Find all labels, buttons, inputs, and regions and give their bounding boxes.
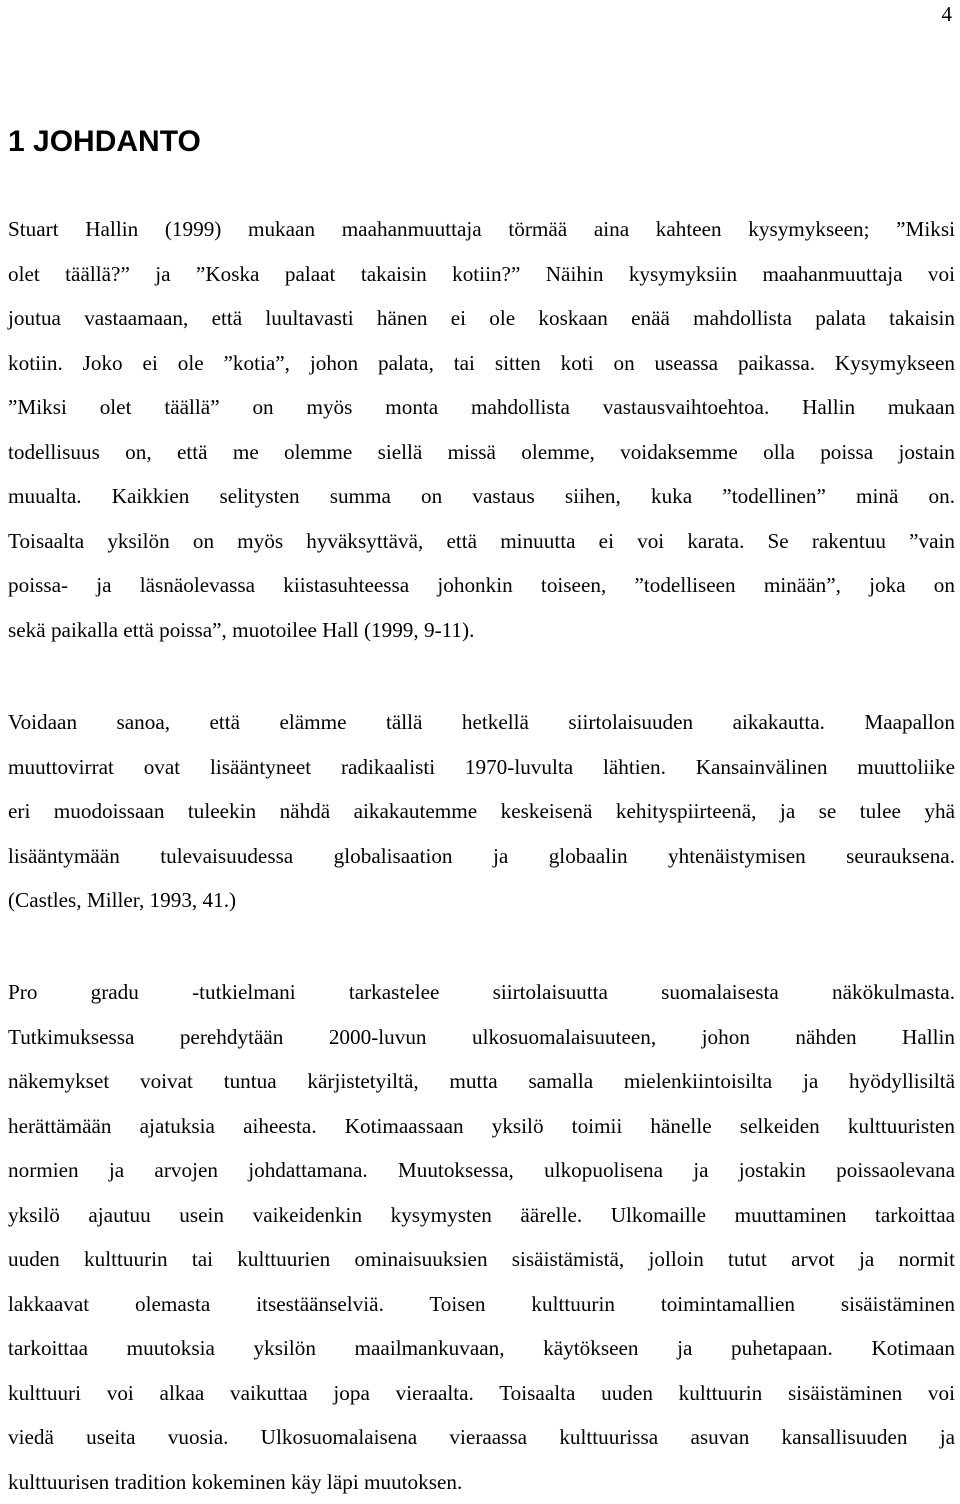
paragraph-line: kulttuurisen tradition kokeminen käy läpi muutoksen. <box>8 1460 955 1504</box>
paragraph-line: Voidaan sanoa, että elämme tällä hetkellä siirtolaisuuden aikakautta. Maapallon <box>8 700 955 745</box>
paragraph-line: näkemykset voivat tuntua kärjistetyiltä, mutta samalla mielenkiintoisilta ja hyödyllisiltä <box>8 1059 955 1104</box>
paragraph-line: todellisuus on, että me olemme siellä missä olemme, voidaksemme olla poissa jostain <box>8 430 955 475</box>
paragraph-line: viedä useita vuosia. Ulkosuomalaisena vieraassa kulttuurissa asuvan kansallisuuden ja <box>8 1415 955 1460</box>
paragraph-2 <box>8 700 955 923</box>
paragraph-line: Stuart Hallin (1999) mukaan maahanmuuttaja törmää aina kahteen kysymykseen; ”Miksi <box>8 207 955 252</box>
paragraph-line: muuttovirrat ovat lisääntyneet radikaalisti 1970-luvulta lähtien. Kansainvälinen muuttoliike <box>8 745 955 790</box>
paragraph-line: eri muodoissaan tuleekin nähdä aikakautemme keskeisenä kehityspiirteenä, ja se tulee yhä <box>8 789 955 834</box>
paragraph-line: tarkoittaa muutoksia yksilön maailmankuvaan, käytökseen ja puhetapaan. Kotimaan <box>8 1326 955 1371</box>
paragraph-line: Pro gradu -tutkielmani tarkastelee siirtolaisuutta suomalaisesta näkökulmasta. <box>8 970 955 1015</box>
paragraph-line: muualta. Kaikkien selitysten summa on vastaus siihen, kuka ”todellinen” minä on. <box>8 474 955 519</box>
paragraph-line: poissa- ja läsnäolevassa kiistasuhteessa johonkin toiseen, ”todelliseen minään”, joka on <box>8 563 955 608</box>
paragraph-line: sekä paikalla että poissa”, muotoilee Hall (1999, 9-11). <box>8 608 955 653</box>
paragraph-line: olet täällä?” ja ”Koska palaat takaisin kotiin?” Näihin kysymyksiin maahanmuuttaja voi <box>8 252 955 297</box>
page-number: 4 <box>942 2 953 26</box>
paragraph-3 <box>8 970 955 1504</box>
chapter-heading: 1 JOHDANTO <box>8 120 201 164</box>
paragraph-line: herättämään ajatuksia aiheesta. Kotimaassaan yksilö toimii hänelle selkeiden kulttuuristen <box>8 1104 955 1149</box>
paragraph-line: yksilö ajautuu usein vaikeidenkin kysymysten äärelle. Ulkomaille muuttaminen tarkoittaa <box>8 1193 955 1238</box>
paragraph-line: (Castles, Miller, 1993, 41.) <box>8 878 955 923</box>
paragraph-line: joutua vastaamaan, että luultavasti hänen ei ole koskaan enää mahdollista palata takaisin <box>8 296 955 341</box>
paragraph-line: Tutkimuksessa perehdytään 2000-luvun ulkosuomalaisuuteen, johon nähden Hallin <box>8 1015 955 1060</box>
paragraph-line: lisääntymään tulevaisuudessa globalisaation ja globaalin yhtenäistymisen seurauksena. <box>8 834 955 879</box>
paragraph-line: lakkaavat olemasta itsestäänselviä. Toisen kulttuurin toimintamallien sisäistäminen <box>8 1282 955 1327</box>
paragraph-line: ”Miksi olet täällä” on myös monta mahdollista vastausvaihtoehtoa. Hallin mukaan <box>8 385 955 430</box>
paragraph-line: normien ja arvojen johdattamana. Muutoksessa, ulkopuolisena ja jostakin poissaolevana <box>8 1148 955 1193</box>
paragraph-line: Toisaalta yksilön on myös hyväksyttävä, että minuutta ei voi karata. Se rakentuu ”vain <box>8 519 955 564</box>
paragraph-line: uuden kulttuurin tai kulttuurien ominaisuuksien sisäistämistä, jolloin tutut arvot ja normit <box>8 1237 955 1282</box>
paragraph-line: kotiin. Joko ei ole ”kotia”, johon palata, tai sitten koti on useassa paikassa. Kysymykseen <box>8 341 955 386</box>
paragraph-line: kulttuuri voi alkaa vaikuttaa jopa vieraalta. Toisaalta uuden kulttuurin sisäistäminen voi <box>8 1371 955 1416</box>
paragraph-1 <box>8 207 955 652</box>
